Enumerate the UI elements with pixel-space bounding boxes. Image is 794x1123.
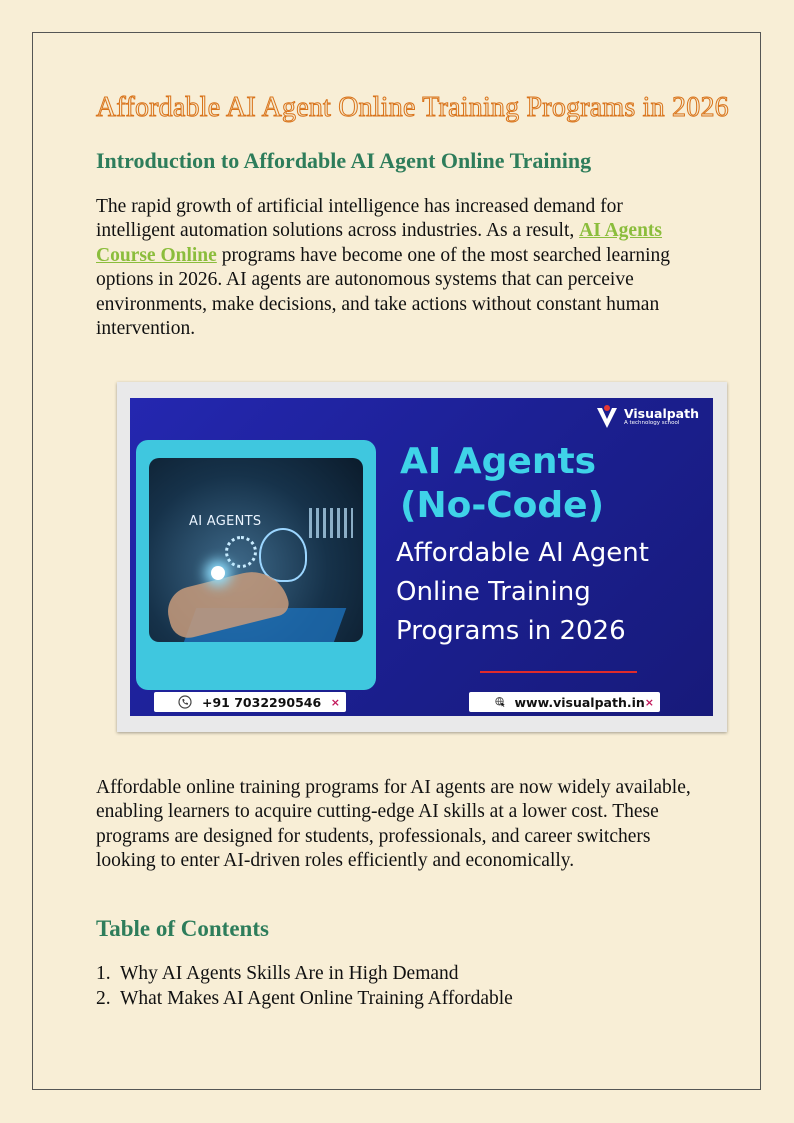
banner-subtitle-line-2: Online Training <box>396 577 591 607</box>
touch-glow-graphic <box>211 566 225 580</box>
chart-bars-graphic <box>309 508 353 538</box>
close-icon: × <box>644 695 654 709</box>
toc-item-text: Why AI Agents Skills Are in High Demand <box>120 963 459 984</box>
brand-tagline: A technology school <box>623 420 680 426</box>
toc-item-text: What Makes AI Agent Online Training Affordable <box>120 987 513 1009</box>
toc-item-number: 1. <box>96 963 111 984</box>
website-pill <box>469 692 660 712</box>
website-url: www.visualpath.in <box>514 694 645 710</box>
globe-cursor-icon <box>495 695 506 709</box>
ai-agents-photo <box>149 458 363 642</box>
course-banner <box>130 398 713 716</box>
red-divider <box>480 671 637 673</box>
banner-photo-panel <box>136 440 376 690</box>
toc-item[interactable] <box>96 962 513 987</box>
banner-headline <box>400 440 604 528</box>
banner-subtitle-line-1: Affordable AI Agent <box>396 538 649 568</box>
close-icon: × <box>330 695 340 709</box>
ai-agents-course-link[interactable]: AI Agents Course Online <box>96 220 663 266</box>
banner-headline-line-1: AI Agents <box>400 441 597 482</box>
toc-list <box>96 962 513 1011</box>
toc-item[interactable] <box>96 987 513 1012</box>
banner-subtitle <box>396 534 649 651</box>
document-title: Affordable AI Agent Online Training Programs in 2026 <box>96 92 729 123</box>
photo-label: AI AGENTS <box>189 514 262 529</box>
phone-number: +91 7032290546 <box>202 694 322 710</box>
intro-paragraph <box>96 195 706 341</box>
phone-icon <box>178 695 192 709</box>
visualpath-logo-icon <box>595 404 619 430</box>
toc-item-number: 2. <box>96 987 111 1009</box>
gear-icon <box>225 536 257 568</box>
banner-image-frame <box>117 382 727 732</box>
banner-subtitle-line-3: Programs in 2026 <box>396 616 626 646</box>
banner-headline-line-2: (No-Code) <box>400 485 605 526</box>
intro-text-before-link: The rapid growth of artificial intelligence has increased demand for intelligent automation solutions across industries. As a result, <box>96 196 623 242</box>
intro-heading: Introduction to Affordable AI Agent Online Training <box>96 148 592 173</box>
toc-heading: Table of Contents <box>96 916 269 941</box>
phone-pill <box>154 692 346 712</box>
brand-name: Visualpath <box>623 406 699 421</box>
intro-text-after-link: programs have become one of the most searched learning options in 2026. AI agents are autonomous systems that can perceive environments, make decisions, and take actions without constant human intervention. <box>96 244 671 340</box>
visualpath-brand <box>595 404 699 430</box>
body-paragraph-2: Affordable online training programs for AI agents are now widely available, enabling learners to acquire cutting-edge AI skills at a lower cost. These programs are designed for students, professionals, and career switchers looking to enter AI-driven roles efficiently and economically. <box>96 777 691 872</box>
